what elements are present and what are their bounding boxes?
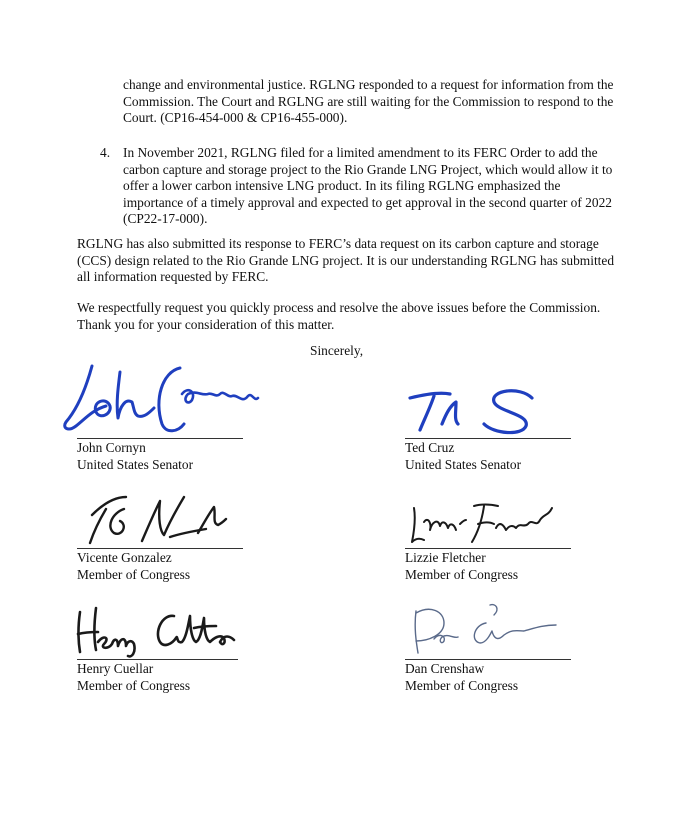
signatory-title: Member of Congress bbox=[405, 566, 519, 582]
signatory-name: Ted Cruz bbox=[405, 440, 455, 455]
closing: Sincerely, bbox=[310, 343, 364, 358]
signature-ted-cruz bbox=[404, 384, 544, 439]
signature-dan-crenshaw bbox=[408, 601, 568, 659]
signature-line-henry-cuellar bbox=[77, 659, 238, 660]
signatory-name: John Cornyn bbox=[77, 440, 146, 455]
signatory-henry-cuellar bbox=[77, 661, 190, 694]
signatory-name: Vicente Gonzalez bbox=[77, 550, 172, 565]
signatory-title: Member of Congress bbox=[405, 677, 519, 693]
signatory-title: Member of Congress bbox=[77, 677, 191, 693]
signature-vicente-gonzalez bbox=[86, 493, 246, 549]
request-paragraph: We respectfully request you quickly process and resolve the above issues before the Commission. Thank you for your consideration of this matter. bbox=[77, 300, 601, 332]
signatory-name: Lizzie Fletcher bbox=[405, 550, 486, 565]
signatory-title: United States Senator bbox=[77, 456, 194, 472]
signatory-title: United States Senator bbox=[405, 456, 522, 472]
signatory-vicente-gonzalez bbox=[77, 550, 190, 583]
signatory-name: Henry Cuellar bbox=[77, 661, 154, 676]
signature-henry-cuellar bbox=[74, 604, 244, 658]
signature-john-cornyn bbox=[62, 352, 262, 442]
signature-lizzie-fletcher bbox=[408, 498, 558, 548]
signatory-title: Member of Congress bbox=[77, 566, 191, 582]
signatory-dan-crenshaw bbox=[405, 661, 518, 694]
signature-line-lizzie-fletcher bbox=[405, 548, 571, 549]
ccs-paragraph: RGLNG has also submitted its response to FERC’s data request on its carbon capture and storage (CCS) design related to the Rio Grande LNG project. It is our understanding RGLNG has submitted all information requested by FERC. bbox=[77, 236, 615, 285]
list-item-text: In November 2021, RGLNG filed for a limited amendment to its FERC Order to add the carbon capture and storage project to the Rio Grande LNG Project, which would allow it to offer a lower carbon intensive LNG product. In its filing RGLNG emphasized the importance of a timely approval and expected to get approval in the second quarter of 2022 (CP22-17-000). bbox=[123, 145, 613, 227]
signature-line-john-cornyn bbox=[77, 438, 243, 439]
continued-paragraph: change and environmental justice. RGLNG responded to a request for information from the Commission. The Court and RGLNG are still waiting for the Commission to respond to the Court. (CP16-454-000 & CP16-455-000). bbox=[123, 77, 614, 126]
signatory-name: Dan Crenshaw bbox=[405, 661, 485, 676]
signatory-john-cornyn bbox=[77, 440, 193, 473]
signature-line-dan-crenshaw bbox=[405, 659, 571, 660]
list-item-number: 4. bbox=[100, 145, 111, 160]
signature-line-ted-cruz bbox=[405, 438, 571, 439]
signature-line-vicente-gonzalez bbox=[77, 548, 243, 549]
signatory-ted-cruz bbox=[405, 440, 521, 473]
signatory-lizzie-fletcher bbox=[405, 550, 518, 583]
